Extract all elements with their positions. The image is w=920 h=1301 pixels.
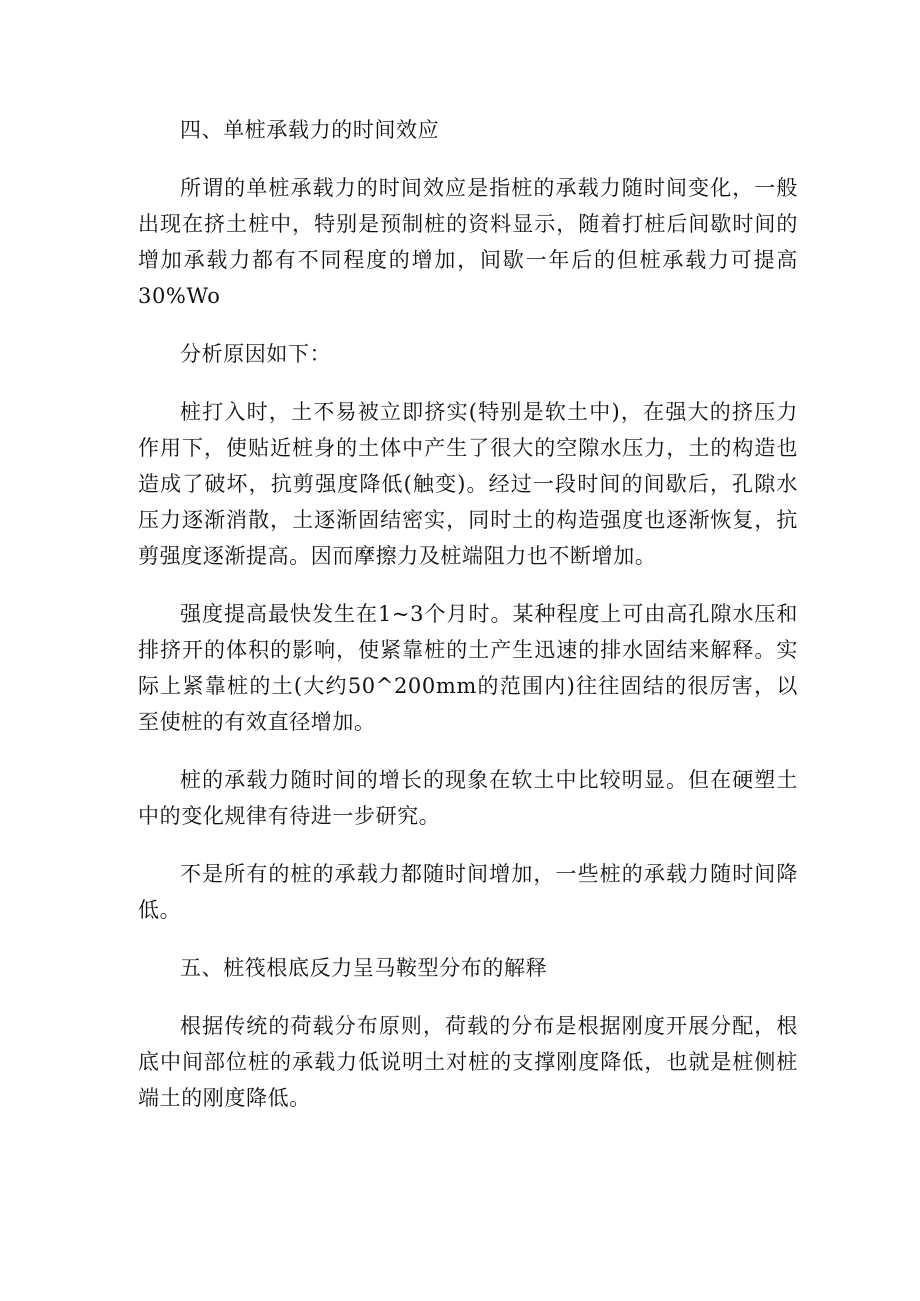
paragraph-load-distribution: 根据传统的荷载分布原则，荷载的分布是根据刚度开展分配，根底中间部位桩的承载力低说明土对桩的支撑刚度降低，也就是桩侧桩端土的刚度降低。: [138, 1014, 798, 1110]
paragraph-strength-increase: 强度提高最快发生在1~3个月时。某种程度上可由高孔隙水压和排挤开的体积的影响，使紧靠桩的土产生迅速的排水固结来解释。实际上紧靠桩的土(大约50^200mm的范围内)往往固结的很厉害，以至使桩的有效直径增加。: [138, 602, 798, 734]
section-heading-5: 五、桩筏根底反力呈马鞍型分布的解释: [180, 956, 548, 980]
paragraph-soft-soil-observation: 桩的承载力随时间的增长的现象在软土中比较明显。但在硬塑土中的变化规律有待进一步研究。: [138, 768, 798, 828]
paragraph-capacity-decrease: 不是所有的桩的承载力都随时间增加，一些桩的承载力随时间降低。: [138, 862, 798, 922]
section-heading-4: 四、单桩承载力的时间效应: [180, 118, 440, 142]
document-body: [138, 112, 798, 1116]
paragraph-analysis-intro: 分析原因如下：: [180, 342, 332, 366]
paragraph-cause-explanation: 桩打入时，土不易被立即挤实(特别是软土中)，在强大的挤压力作用下，使贴近桩身的土体中产生了很大的空隙水压力，土的构造也造成了破坏，抗剪强度降低(触变)。经过一段时间的间歇后，孔隙水压力逐渐消散，土逐渐固结密实，同时土的构造强度也逐渐恢复，抗剪强度逐渐提高。因而摩擦力及桩端阻力也不断增加。: [138, 400, 798, 568]
paragraph-time-effect-definition: 所谓的单桩承载力的时间效应是指桩的承载力随时间变化，一般出现在挤土桩中，特别是预制桩的资料显示，随着打桩后间歇时间的增加承载力都有不同程度的增加，间歇一年后的但桩承载力可提高30%Wo: [138, 176, 798, 308]
